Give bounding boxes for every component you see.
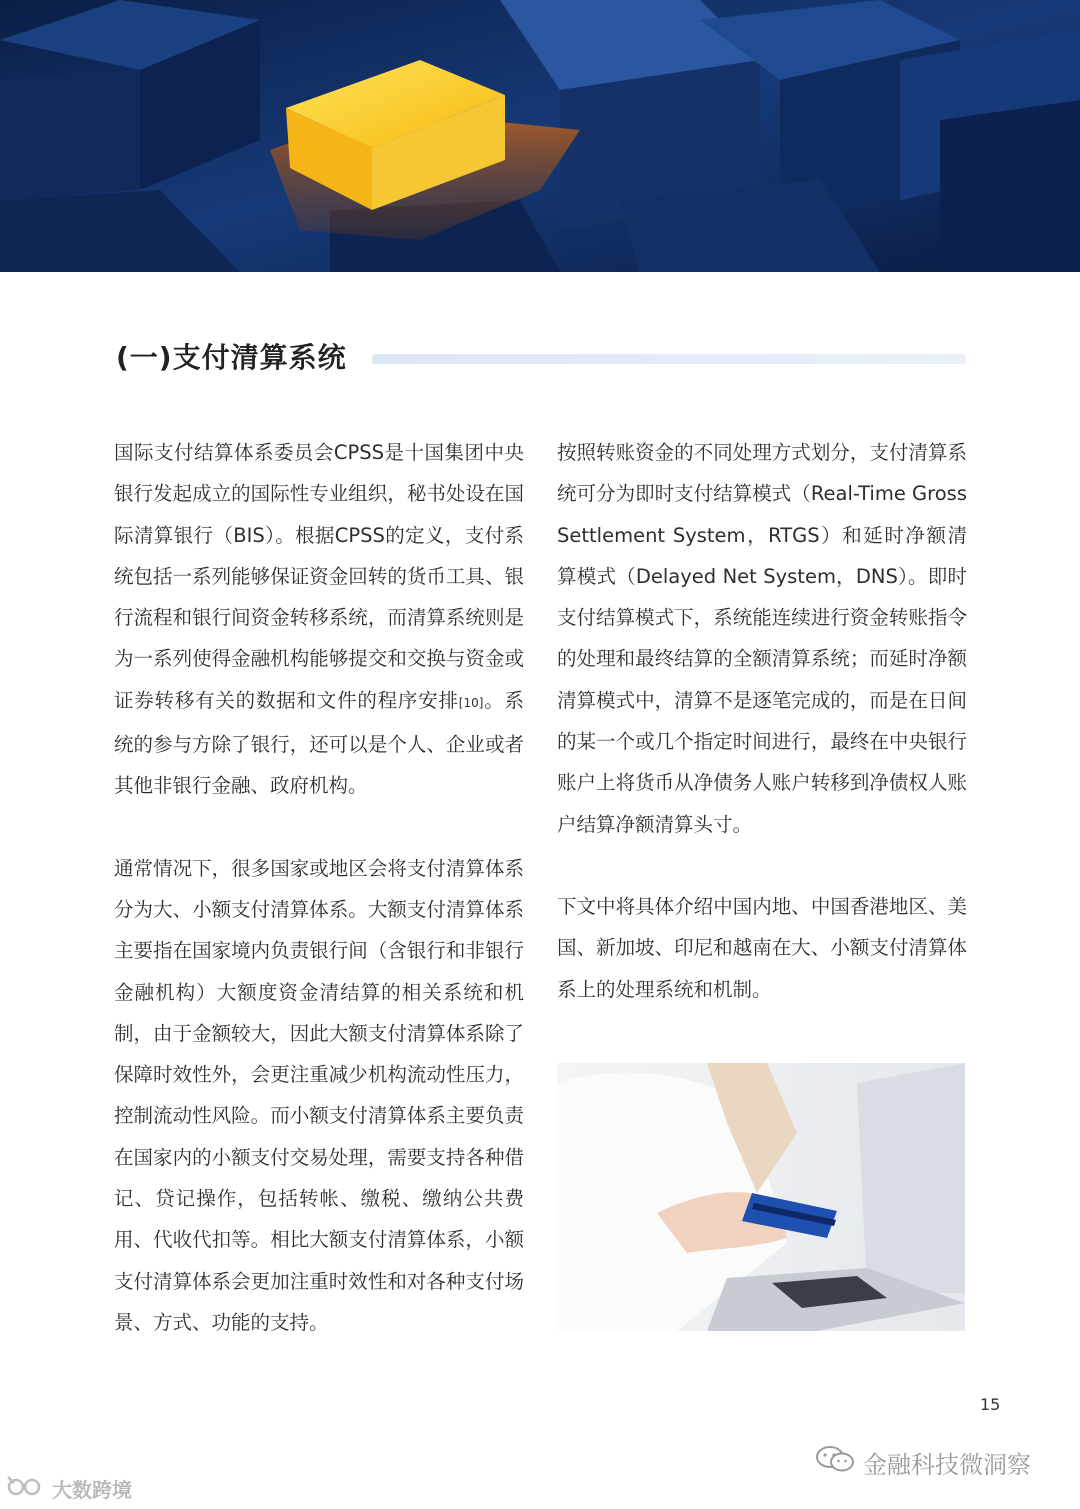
watermark-left-text: 大数跨境 xyxy=(52,1477,132,1502)
header-banner-image xyxy=(0,0,1080,272)
left-column xyxy=(114,432,524,1384)
cubes-illustration xyxy=(0,0,1080,272)
title-decoration-bar xyxy=(372,354,966,364)
left-paragraph-2: 通常情况下，很多国家或地区会将支付清算体系分为大、小额支付清算体系。大额支付清算体系主要指在国家境内负责银行间（含银行和非银行金融机构）大额度资金清结算的相关系统和机制，由于金额较大，因此大额支付清算体系除了保障时效性外，会更注重减少机构流动性压力，控制流动性风险。而小额支付清算体系主要负责在国家内的小额支付交易处理，需要支持各种借记、贷记操作，包括转帐、缴税、缴纳公共费用、代收代扣等。相比大额支付清算体系，小额支付清算体系会更加注重时效性和对各种支付场景、方式、功能的支持。 xyxy=(114,856,524,1334)
right-paragraph-1: 按照转账资金的不同处理方式划分，支付清算系统可分为即时支付结算模式（Real-Time Gross Settlement System，RTGS）和延时净额清算模式（Delayed Net System，DNS）。即时支付结算模式下，系统能连续进行资金转账指令的处理和最终结算的全额清算系统；而延时净额清算模式中，清算不是逐笔完成的，而是在日间的某一个或几个指定时间进行，最终在中央银行账户上将货币从净债务人账户转移到净债权人账户结算净额清算头寸。 xyxy=(557,441,967,836)
left-paragraph-1-text: 国际支付结算体系委员会CPSS是十国集团中央银行发起成立的国际性专业组织，秘书处设在国际清算银行（BIS）。根据CPSS的定义，支付系统包括一系列能够保证资金回转的货币工具、银行流程和银行间资金转移系统，而清算系统则是为一系列使得金融机构能够提交和交换与资金或证券转移有关的数据和文件的程序安排 xyxy=(114,441,524,712)
left-paragraph-1 xyxy=(114,432,524,807)
wechat-icon xyxy=(815,1445,855,1479)
watermark-left xyxy=(6,1473,132,1503)
online-payment-photo xyxy=(557,1063,965,1331)
citation-ref: [10] xyxy=(458,695,484,710)
watermark-right-text: 金融科技微洞察 xyxy=(863,1450,1031,1479)
section-title: (一)支付清算系统 xyxy=(116,341,347,374)
brand-logo-icon xyxy=(6,1473,46,1504)
right-paragraph-2: 下文中将具体介绍中国内地、中国香港地区、美国、新加坡、印尼和越南在大、小额支付清算体系上的处理系统和机制。 xyxy=(557,894,967,1001)
watermark-right xyxy=(815,1447,1031,1477)
page-number: 15 xyxy=(980,1395,1001,1414)
right-column xyxy=(557,432,967,1051)
photo-illustration xyxy=(557,1063,965,1331)
left-paragraph-1-tail: 。系统的参与方除了银行，还可以是个人、企业或者其他非银行金融、政府机构。 xyxy=(114,688,524,798)
